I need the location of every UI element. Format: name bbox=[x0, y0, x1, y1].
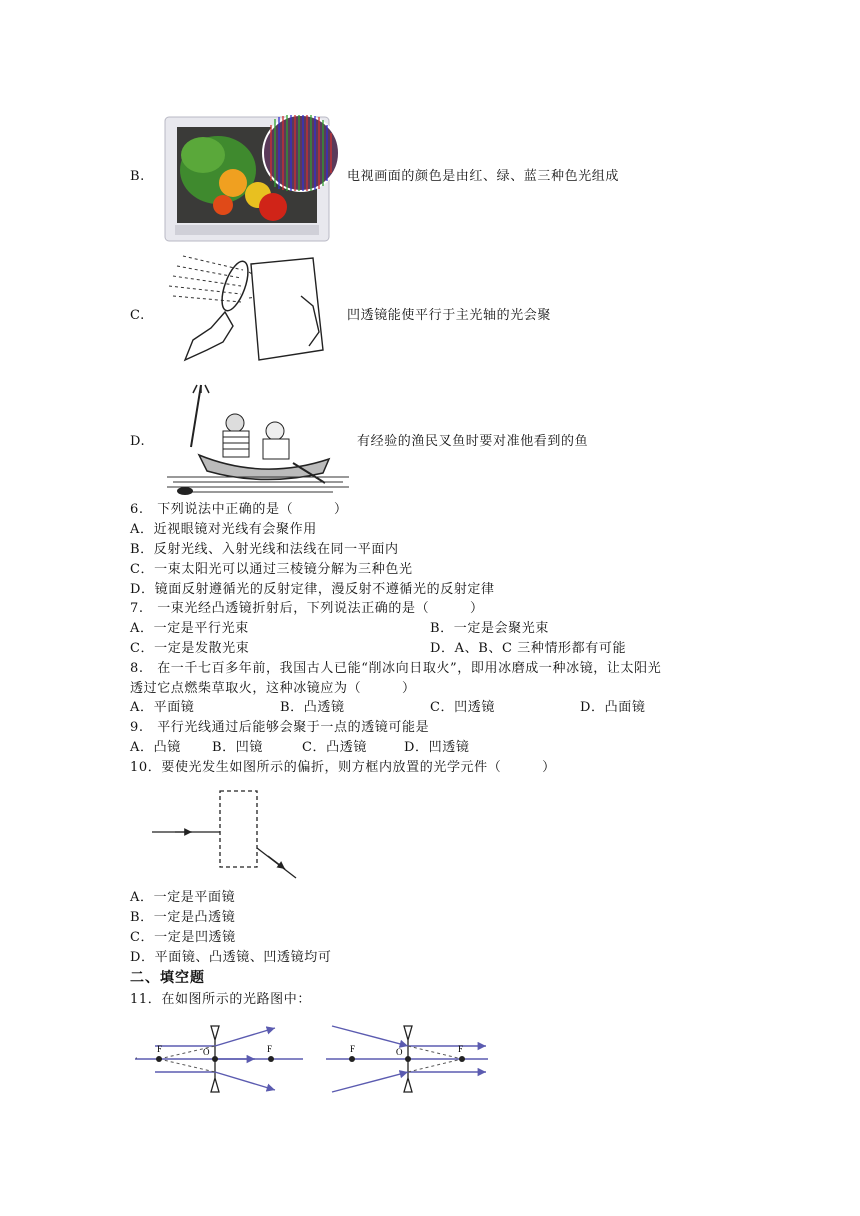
tv-picture bbox=[163, 115, 343, 245]
q7-option-c: C．一定是发散光束 bbox=[130, 641, 250, 656]
q9-option-d: D．凹透镜 bbox=[404, 740, 470, 755]
q7-option-d: D．A、B、C 三种情形都有可能 bbox=[430, 641, 627, 656]
focus-point bbox=[268, 1056, 274, 1062]
q8-option-a: A．平面镜 bbox=[130, 700, 195, 715]
q11-diagram-right bbox=[326, 1022, 491, 1100]
q11-diagram-left bbox=[135, 1022, 305, 1100]
q8-option-d: D．凸面镜 bbox=[580, 700, 646, 715]
q6-option-d: D．镜面反射遵循光的反射定律，漫反射不遵循光的反射定律 bbox=[130, 582, 495, 597]
section-title: 二、填空题 bbox=[130, 970, 205, 986]
q10-option-b: B．一定是凸透镜 bbox=[130, 910, 236, 925]
focus-point bbox=[156, 1056, 162, 1062]
option-b-label: B. bbox=[130, 169, 145, 184]
q10-diagram bbox=[150, 788, 310, 880]
q8-option-c: C．凹透镜 bbox=[430, 700, 495, 715]
option-d-label: D. bbox=[130, 434, 146, 449]
q6-option-c: C．一束太阳光可以通过三棱镜分解为三种色光 bbox=[130, 562, 413, 577]
focus-label: F bbox=[350, 1044, 356, 1054]
q6-option-b: B．反射光线、入射光线和法线在同一平面内 bbox=[130, 542, 399, 557]
focus-point bbox=[459, 1056, 465, 1062]
center-label: O bbox=[396, 1047, 403, 1057]
q8-option-b: B．凸透镜 bbox=[280, 700, 345, 715]
lens-experiment-image bbox=[163, 250, 343, 378]
q10-stem: 10．要使光发生如图所示的偏折，则方框内放置的光学元件（ ） bbox=[130, 760, 556, 775]
q8-stem-line1: 8. 在一千七百多年前，我国古人已能“削冰向日取火”，即用冰磨成一种冰镜，让太阳光 bbox=[130, 661, 662, 676]
fishing-boat-image bbox=[163, 385, 353, 500]
focus-label: F bbox=[458, 1044, 464, 1054]
option-d-text: 有经验的渔民叉鱼时要对准他看到的鱼 bbox=[357, 434, 589, 449]
option-b-text: 电视画面的颜色是由红、绿、蓝三种色光组成 bbox=[347, 169, 620, 184]
q7-stem: 7. 一束光经凸透镜折射后，下列说法正确的是（ ） bbox=[130, 601, 484, 616]
q10-option-a: A．一定是平面镜 bbox=[130, 890, 236, 905]
tv-image bbox=[163, 115, 343, 245]
focus-label: F bbox=[267, 1044, 273, 1054]
option-c-label: C. bbox=[130, 308, 145, 323]
q6-option-a: A．近视眼镜对光线有会聚作用 bbox=[130, 522, 317, 537]
q10-option-d: D．平面镜、凸透镜、凹透镜均可 bbox=[130, 950, 332, 965]
q9-option-a: A．凸镜 bbox=[130, 740, 181, 755]
q9-option-c: C．凸透镜 bbox=[302, 740, 367, 755]
option-c-text: 凹透镜能使平行于主光轴的光会聚 bbox=[347, 308, 552, 323]
focus-point bbox=[349, 1056, 355, 1062]
q7-option-a: A．一定是平行光束 bbox=[130, 621, 249, 636]
center-label: O bbox=[203, 1047, 210, 1057]
svg-text:·: · bbox=[135, 1054, 138, 1063]
optical-center bbox=[212, 1056, 218, 1062]
dashed-box bbox=[220, 791, 257, 867]
lens-drawing bbox=[163, 250, 343, 378]
q6-stem: 6. 下列说法中正确的是（ ） bbox=[130, 502, 348, 517]
q9-option-b: B．凹镜 bbox=[212, 740, 263, 755]
optical-center bbox=[405, 1056, 411, 1062]
q9-stem: 9. 平行光线通过后能够会聚于一点的透镜可能是 bbox=[130, 720, 430, 735]
q7-option-b: B．一定是会聚光束 bbox=[430, 621, 549, 636]
q10-option-c: C．一定是凹透镜 bbox=[130, 930, 236, 945]
focus-label: F bbox=[157, 1044, 163, 1054]
boat-drawing bbox=[163, 385, 353, 500]
q11-stem: 11．在如图所示的光路图中： bbox=[130, 992, 311, 1007]
q8-stem-line2: 透过它点燃柴草取火，这种冰镜应为（ ） bbox=[130, 681, 416, 696]
